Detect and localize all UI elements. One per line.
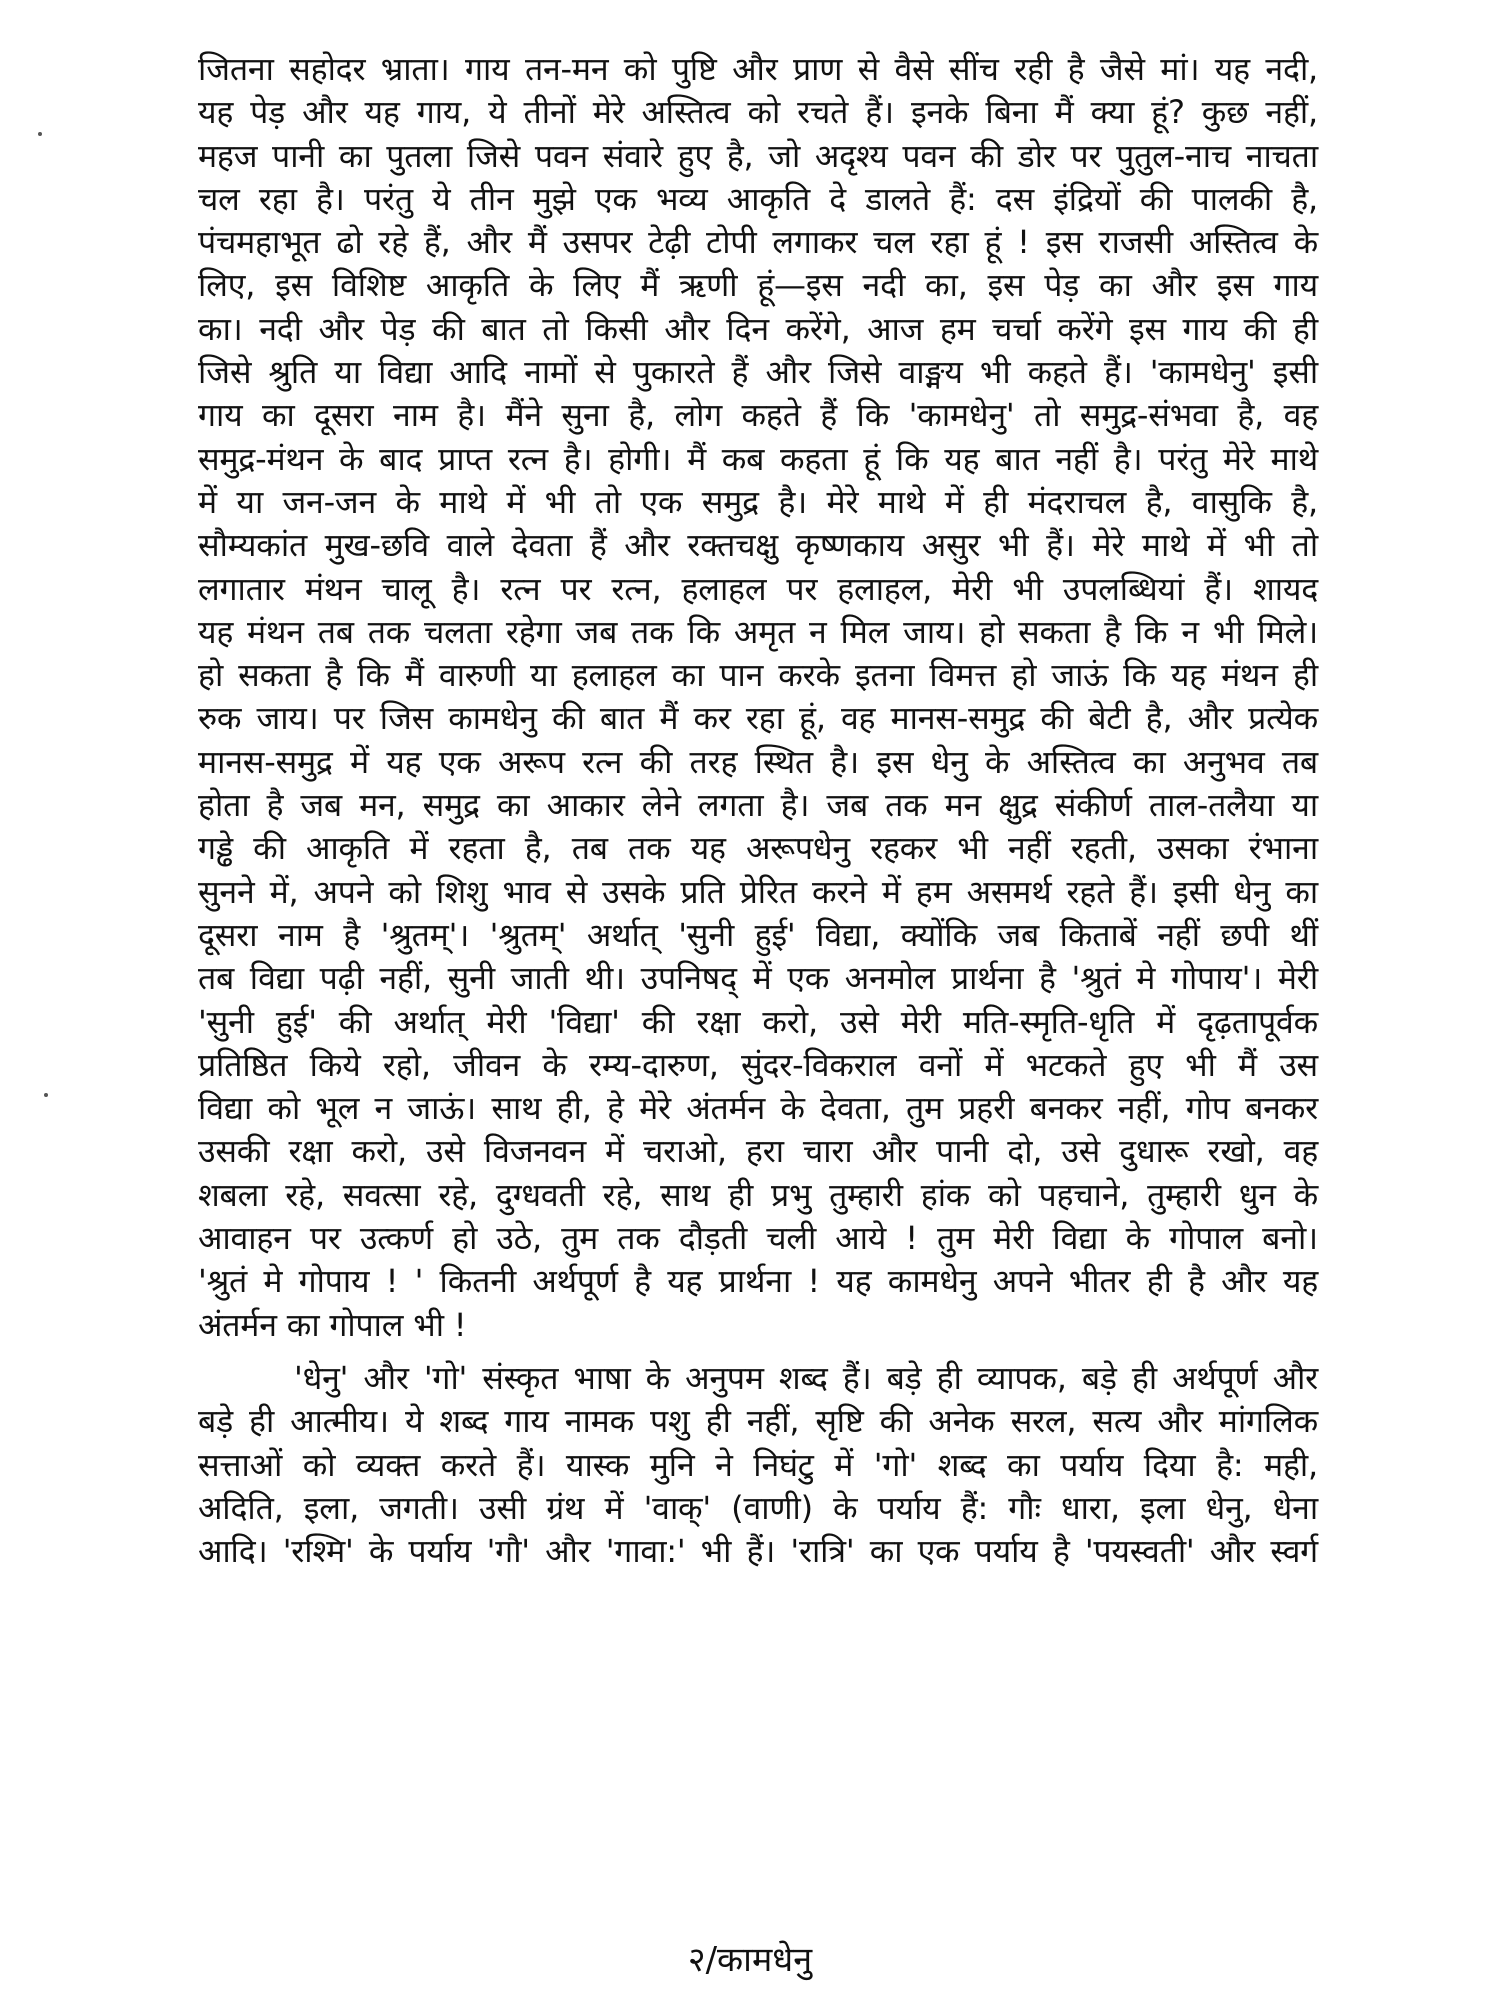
text-line: उसकी रक्षा करो, उसे विजनवन में चराओ, हरा चारा और पानी दो, उसे दुधारू रखो, वह [198,1132,1318,1171]
page-footer: २/कामधेनु [687,1940,813,1980]
text-line: समुद्र-मंथन के बाद प्राप्त रत्न है। होगी। मैं कब कहता हूं कि यह बात नहीं है। परंतु मेरे माथे [198,439,1318,478]
text-line: जितना सहोदर भ्राता। गाय तन-मन को पुष्टि और प्राण से वैसे सींच रही है जैसे मां। यह नदी, [198,50,1318,88]
text-line: 'धेनु' और 'गो' संस्कृत भाषा के अनुपम शब्द हैं। बड़े ही व्यापक, बड़े ही अर्थपूर्ण और [294,1358,1318,1397]
text-line: सुनने में, अपने को शिशु भाव से उसके प्रति प्रेरित करने में हम असमर्थ रहते हैं। इसी धेनु का [198,872,1318,911]
text-line: रुक जाय। पर जिस कामधेनु की बात मैं कर रहा हूं, वह मानस-समुद्र की बेटी है, और प्रत्येक [198,699,1318,738]
text-line: सत्ताओं को व्यक्त करते हैं। यास्क मुनि ने निघंटु में 'गो' शब्द का पर्याय दिया है: मही, [198,1445,1318,1484]
text-line: महज पानी का पुतला जिसे पवन संवारे हुए है, जो अदृश्य पवन की डोर पर पुतुल-नाच नाचता [198,136,1318,175]
text-line: 'सुनी हुई' की अर्थात् मेरी 'विद्या' की रक्षा करो, उसे मेरी मति-स्मृति-धृति में दृढ़तापूर्वक [198,1002,1318,1041]
text-line: आवाहन पर उत्कर्ण हो उठे, तुम तक दौड़ती चली आये ! तुम मेरी विद्या के गोपाल बनो। [198,1219,1318,1258]
text-line: का। नदी और पेड़ की बात तो किसी और दिन करेंगे, आज हम चर्चा करेंगे इस गाय की ही [198,309,1318,348]
text-line: अंतर्मन का गोपाल भी ! [198,1305,467,1344]
text-line: प्रतिष्ठित किये रहो, जीवन के रम्य-दारुण, सुंदर-विकराल वनों में भटकते हुए भी मैं उस [198,1045,1318,1084]
text-line: जिसे श्रुति या विद्या आदि नामों से पुकारते हैं और जिसे वाङ्मय भी कहते हैं। 'कामधेनु' इसी [198,353,1318,392]
text-line: अदिति, इला, जगती। उसी ग्रंथ में 'वाक्' (वाणी) के पर्याय हैं: गौः धारा, इला धेनु, धेना [198,1488,1318,1527]
text-line: मानस-समुद्र में यह एक अरूप रत्न की तरह स्थित है। इस धेनु के अस्तित्व का अनुभव तब [198,742,1318,781]
text-line: पंचमहाभूत ढो रहे हैं, और मैं उसपर टेढ़ी टोपी लगाकर चल रहा हूं ! इस राजसी अस्तित्व के [198,223,1318,262]
text-line: तब विद्या पढ़ी नहीं, सुनी जाती थी। उपनिषद् में एक अनमोल प्रार्थना है 'श्रुतं मे गोपाय'। मेरी [198,959,1318,998]
text-line: दूसरा नाम है 'श्रुतम्'। 'श्रुतम्' अर्थात् 'सुनी हुई' विद्या, क्योंकि जब किताबें नहीं छपी थीं [198,915,1318,954]
body-text [198,48,1318,1573]
text-line: लिए, इस विशिष्ट आकृति के लिए मैं ऋणी हूं—इस नदी का, इस पेड़ का और इस गाय [198,266,1318,305]
text-line: गाय का दूसरा नाम है। मैंने सुना है, लोग कहते हैं कि 'कामधेनु' तो समुद्र-संभवा है, वह [198,396,1318,435]
text-line: में या जन-जन के माथे में भी तो एक समुद्र है। मेरे माथे में ही मंदराचल है, वासुकि है, [198,482,1318,521]
paragraph-2 [198,1357,1318,1573]
text-line: हो सकता है कि मैं वारुणी या हलाहल का पान करके इतना विमत्त हो जाऊं कि यह मंथन ही [198,656,1318,695]
text-line: शबला रहे, सवत्सा रहे, दुग्धवती रहे, साथ ही प्रभु तुम्हारी हांक को पहचाने, तुम्हारी धुन के [198,1175,1318,1214]
text-line: विद्या को भूल न जाऊं। साथ ही, हे मेरे अंतर्मन के देवता, तुम प्रहरी बनकर नहीं, गोप बनकर [198,1089,1318,1128]
text-line: लगातार मंथन चालू है। रत्न पर रत्न, हलाहल पर हलाहल, मेरी भी उपलब्धियां हैं। शायद [198,569,1318,608]
text-line: चल रहा है। परंतु ये तीन मुझे एक भव्य आकृति दे डालते हैं: दस इंद्रियों की पालकी है, [198,179,1318,218]
margin-speck [38,132,42,136]
text-line: गड्ढे की आकृति में रहता है, तब तक यह अरूपधेनु रहकर भी नहीं रहती, उसका रंभाना [198,829,1318,868]
text-line: यह मंथन तब तक चलता रहेगा जब तक कि अमृत न मिल जाय। हो सकता है कि न भी मिले। [198,612,1318,651]
paragraph-1 [198,48,1318,1347]
margin-speck [44,1093,48,1097]
text-line: 'श्रुतं मे गोपाय ! ' कितनी अर्थपूर्ण है यह प्रार्थना ! यह कामधेनु अपने भीतर ही है और यह [198,1262,1318,1301]
text-line: बड़े ही आत्मीय। ये शब्द गाय नामक पशु ही नहीं, सृष्टि की अनेक सरल, सत्य और मांगलिक [198,1402,1318,1441]
paragraph-gap [198,1347,1318,1357]
text-line: आदि। 'रश्मि' के पर्याय 'गौ' और 'गावा:' भी हैं। 'रात्रि' का एक पर्याय है 'पयस्वती' और स्वर्ग [198,1532,1318,1571]
text-line: सौम्यकांत मुख-छवि वाले देवता हैं और रक्तचक्षु कृष्णकाय असुर भी हैं। मेरे माथे में भी तो [198,526,1318,565]
text-line: यह पेड़ और यह गाय, ये तीनों मेरे अस्तित्व को रचते हैं। इनके बिना मैं क्या हूं? कुछ नहीं, [198,93,1318,132]
text-line: होता है जब मन, समुद्र का आकार लेने लगता है। जब तक मन क्षुद्र संकीर्ण ताल-तलैया या [198,786,1318,825]
